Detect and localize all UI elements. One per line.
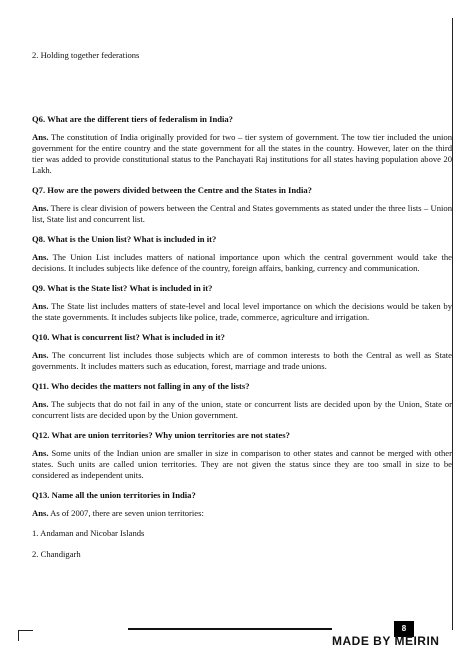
answer-text: The concurrent list includes those subjects which are of common interests to both the Central as well as State governments. It includes matters such as education, forest, marriage and trade unions. bbox=[32, 350, 452, 371]
list-item: 1. Andaman and Nicobar Islands bbox=[32, 528, 145, 538]
answer-text: Some units of the Indian union are smaller in size in comparison to other states and cannot be merged with other states. Such units are called union territories. They are not given the status since they are too small in size to be considered as independent units. bbox=[32, 448, 452, 480]
corner-mark bbox=[18, 630, 33, 641]
question-q8: Q8. What is the Union list? What is included in it? bbox=[32, 234, 217, 244]
answer-label: Ans. bbox=[32, 301, 49, 311]
answer-text: The subjects that do not fail in any of the union, state or concurrent lists are decided upon by the Union, State or concurrent lists are decided upon by the Union government. bbox=[32, 399, 452, 420]
answer-label: Ans. bbox=[32, 448, 49, 458]
list-item: 2. Chandigarh bbox=[32, 549, 81, 559]
answer-label: Ans. bbox=[32, 132, 49, 142]
answer-q6 bbox=[32, 132, 452, 176]
footer-rule bbox=[128, 628, 332, 630]
answer-q12 bbox=[32, 448, 452, 481]
answer-text: There is clear division of powers between the Central and States governments as stated under the three lists – Union list, State list and concurrent list. bbox=[32, 203, 452, 224]
page-border bbox=[452, 18, 453, 630]
question-q12: Q12. What are union territories? Why union territories are not states? bbox=[32, 430, 290, 440]
question-q9: Q9. What is the State list? What is included in it? bbox=[32, 283, 213, 293]
answer-text: The Union List includes matters of national importance upon which the central government would take the decisions. It includes subjects like defence of the country, foreign affairs, banking, currency and communication. bbox=[32, 252, 452, 273]
question-q10: Q10. What is concurrent list? What is included in it? bbox=[32, 332, 225, 342]
answer-q13 bbox=[32, 508, 452, 519]
answer-label: Ans. bbox=[32, 203, 49, 213]
answer-q8 bbox=[32, 252, 452, 274]
answer-label: Ans. bbox=[32, 508, 49, 518]
page-content bbox=[32, 50, 452, 570]
answer-label: Ans. bbox=[32, 350, 49, 360]
footer-brand-text: MADE BY MEIRIN bbox=[332, 634, 440, 648]
answer-q10 bbox=[32, 350, 452, 372]
question-q13: Q13. Name all the union territories in India? bbox=[32, 490, 196, 500]
question-q6: Q6. What are the different tiers of federalism in India? bbox=[32, 114, 233, 124]
intro-line: 2. Holding together federations bbox=[32, 50, 140, 60]
answer-q7 bbox=[32, 203, 452, 225]
answer-text: As of 2007, there are seven union territories: bbox=[48, 508, 204, 518]
page-number-badge: 8 bbox=[394, 621, 414, 637]
answer-q11 bbox=[32, 399, 452, 421]
answer-text: The constitution of India originally provided for two – tier system of government. The tow tier included the union government for the entire country and the state government for all the states in the country. However, later on the third tier was added to provide constitutional status to the Panchayati Raj institutions for all states having population above 20 Lakh. bbox=[32, 132, 452, 175]
answer-label: Ans. bbox=[32, 399, 49, 409]
question-q11: Q11. Who decides the matters not falling in any of the lists? bbox=[32, 381, 250, 391]
answer-q9 bbox=[32, 301, 452, 323]
question-q7: Q7. How are the powers divided between the Centre and the States in India? bbox=[32, 185, 312, 195]
answer-text: The State list includes matters of state-level and local level importance on which the decisions would be taken by the state governments. It includes subjects like police, trade, commerce, agriculture and irrigation. bbox=[32, 301, 452, 322]
answer-label: Ans. bbox=[32, 252, 49, 262]
